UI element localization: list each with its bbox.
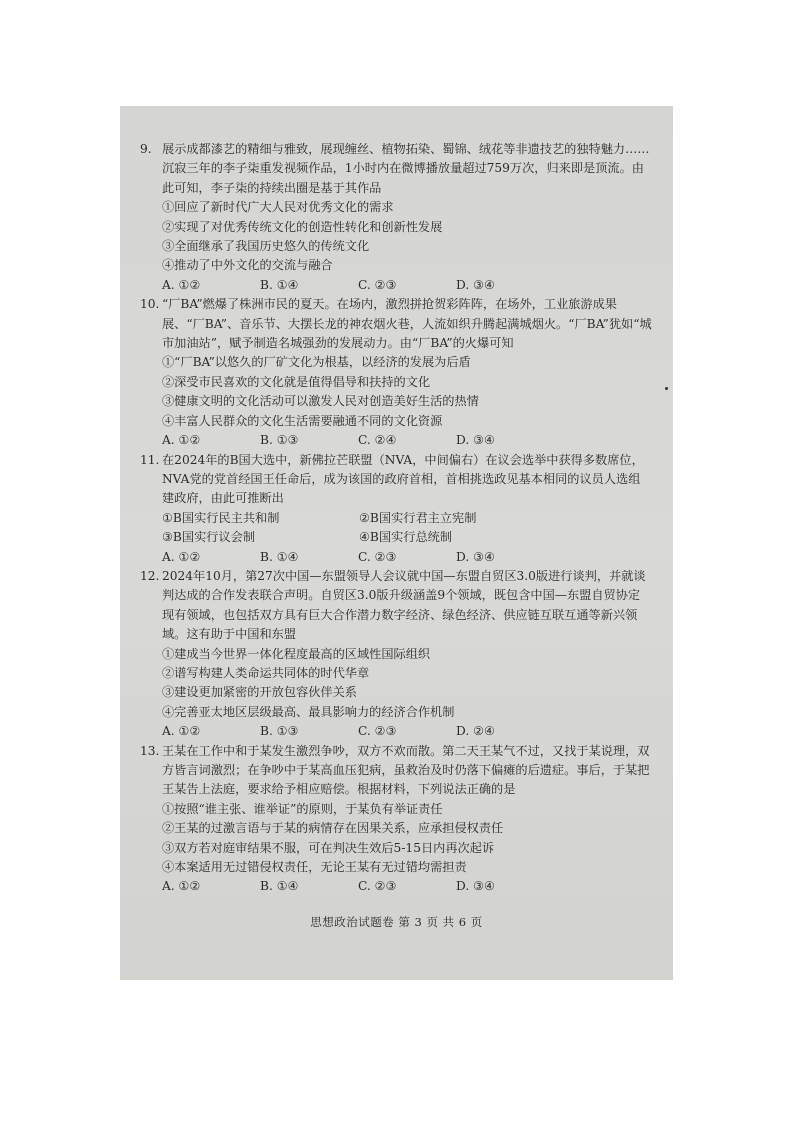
- answer-choices: [140, 431, 652, 450]
- statement-4: ④完善亚太地区层级最高、最具影响力的经济合作机制: [162, 704, 455, 719]
- question-number: 10.: [140, 297, 160, 312]
- choice-d: D. ③④: [456, 549, 495, 564]
- statement-2: ②谱写构建人类命运共同体的时代华章: [162, 665, 370, 680]
- choice-a: A. ①②: [162, 277, 201, 292]
- choice-c: C. ②③: [358, 879, 397, 894]
- question-stem: 王某在工作中和于某发生激烈争吵，双方不欢而散。第二天王某气不过，又找于某说理，双方皆言词激烈；在争吵中于某高血压犯病，虽救治及时仍落下偏瘫的后遗症。事后，于某把王某告上法庭，要求给予相应赔偿。根据材料，下列说法正确的是: [162, 743, 650, 797]
- question-stem: “厂BA”燃爆了株洲市民的夏天。在场内，激烈拼抢贺彩阵阵，在场外，工业旅游成果展、“厂BA”、音乐节、大摆长龙的神农烟火巷，人流如织升腾起满城烟火。“厂BA”犹如“城市加油站”，赋予制造名城强劲的发展动力。由“厂BA”的火爆可知: [162, 297, 652, 351]
- statement-3: ③全面继承了我国历史悠久的传统文化: [162, 239, 370, 254]
- statement-1: ①B国实行民主共和制: [162, 510, 280, 525]
- statement-2: ②深受市民喜欢的文化就是值得倡导和扶持的文化: [162, 374, 431, 389]
- statement-1: ①回应了新时代广大人民对优秀文化的需求: [162, 200, 394, 215]
- statement-3: ③双方若对庭审结果不服，可在判决生效后5-15日内再次起诉: [162, 840, 495, 855]
- statement-4: ④本案适用无过错侵权责任，无论王某有无过错均需担责: [162, 860, 467, 875]
- answer-choices: [140, 276, 652, 295]
- answer-choices: [140, 722, 652, 741]
- question-stem: 展示成都漆艺的精细与雅致，展现缠丝、植物拓染、蜀锦、绒花等非遗技艺的独特魅力……沉寂三年的李子柒重发视频作品，1小时内在微博播放量超过759万次，归来即是顶流。由此可知，李子柒的持续出圈是基于其作品: [162, 142, 650, 195]
- choice-d: D. ③④: [456, 433, 495, 448]
- choice-d: D. ③④: [456, 277, 495, 292]
- choice-b: B. ①④: [260, 277, 299, 292]
- statement-1: ①“厂BA”以悠久的厂矿文化为根基，以经济的发展为后盾: [162, 355, 471, 370]
- statement-1: ①建成当今世界一体化程度最高的区域性国际组织: [162, 646, 431, 661]
- question-10: [140, 295, 652, 450]
- choice-a: A. ①②: [162, 549, 201, 564]
- statement-3: ③建设更加紧密的开放包容伙伴关系: [162, 685, 357, 700]
- answer-choices: [140, 548, 652, 567]
- statement-3: ③健康文明的文化活动可以激发人民对创造美好生活的热情: [162, 394, 479, 409]
- print-speck: [665, 387, 668, 390]
- choice-c: C. ②③: [358, 277, 397, 292]
- page-footer: 思想政治试题卷 第 3 页 共 6 页: [310, 915, 483, 929]
- choice-b: B. ①③: [260, 433, 299, 448]
- question-stem: 2024年10月，第27次中国—东盟领导人会议就中国—东盟自贸区3.0版进行谈判，并就谈判达成的合作发表联合声明。自贸区3.0版升级涵盖9个领域，既包含中国—东盟自贸协定现有领域，也包括双方具有巨大合作潜力数字经济、绿色经济、供应链互联互通等新兴领域。这有助于中国和东盟: [162, 568, 646, 642]
- choice-b: B. ①④: [260, 879, 299, 894]
- choice-d: D. ②④: [456, 724, 495, 739]
- question-12: [140, 567, 652, 742]
- choice-a: A. ①②: [162, 879, 201, 894]
- question-list: [140, 140, 652, 897]
- question-stem: 在2024年的B国大选中，新佛拉芒联盟（NVA，中间偏右）在议会选举中获得多数席位，NVA党的党首经国王任命后，成为该国的政府首相，首相挑选政见基本相同的议员人选组建政府，由此可推断出: [162, 452, 644, 506]
- choice-c: C. ②③: [358, 549, 397, 564]
- choice-c: C. ②③: [358, 724, 397, 739]
- statement-3: ③B国实行议会制: [162, 530, 256, 545]
- statement-4: ④丰富人民群众的文化生活需要融通不同的文化资源: [162, 413, 443, 428]
- choice-a: A. ①②: [162, 433, 201, 448]
- question-number: 11.: [140, 452, 160, 467]
- question-number: 9.: [140, 142, 152, 156]
- exam-page: [120, 106, 673, 980]
- question-13: [140, 742, 652, 897]
- choice-c: C. ②④: [358, 433, 397, 448]
- choice-d: D. ③④: [456, 879, 495, 894]
- answer-choices: [140, 877, 652, 896]
- statement-4: ④推动了中外文化的交流与融合: [162, 258, 333, 273]
- statement-4: ④B国实行总统制: [359, 530, 453, 545]
- question-11: [140, 451, 652, 567]
- question-number: 13.: [140, 743, 160, 758]
- choice-b: B. ①③: [260, 724, 299, 739]
- statement-2: ②实现了对优秀传统文化的创造性转化和创新性发展: [162, 219, 443, 234]
- question-number: 12.: [140, 568, 160, 583]
- statement-2: ②B国实行君主立宪制: [359, 510, 477, 525]
- question-9: [140, 140, 652, 295]
- choice-b: B. ①④: [260, 549, 299, 564]
- statement-1: ①按照“谁主张、谁举证”的原则，于某负有举证责任: [162, 801, 443, 816]
- statement-2: ②王某的过激言语与于某的病情存在因果关系，应承担侵权责任: [162, 821, 504, 836]
- choice-a: A. ①②: [162, 724, 201, 739]
